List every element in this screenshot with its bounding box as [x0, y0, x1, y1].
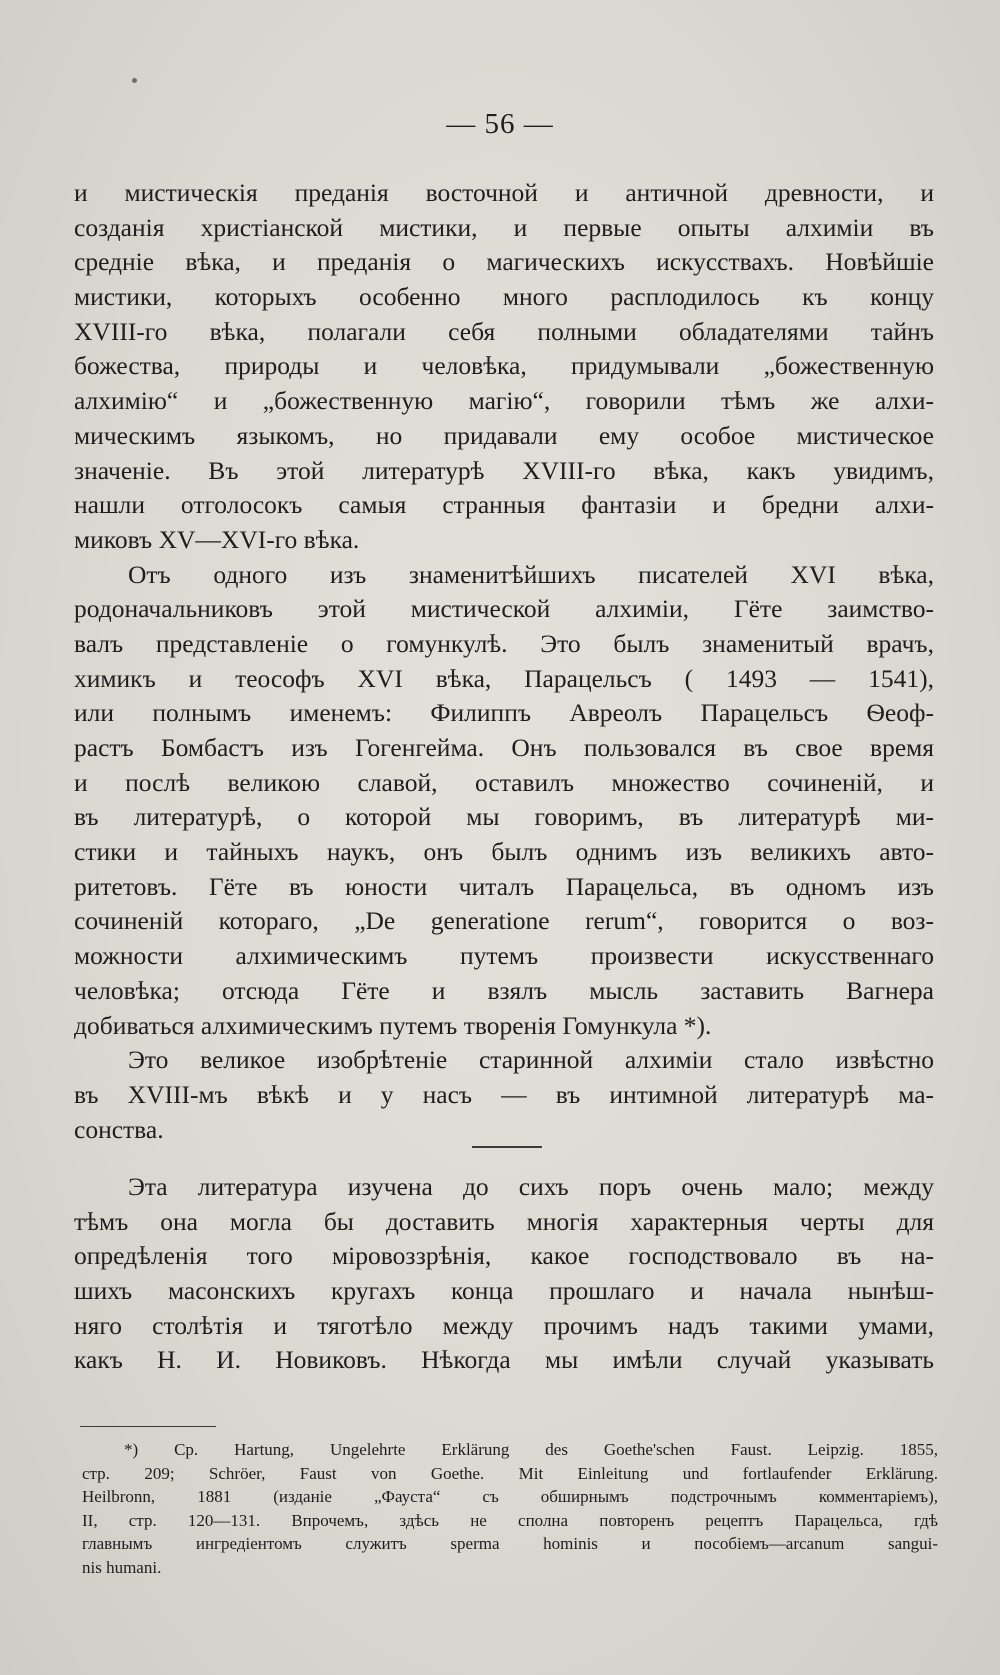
text-line: опредѣленія того міровоззрѣнія, какое господствовало въ на- — [74, 1241, 934, 1271]
footnote-line: Heilbronn, 1881 (изданіе „Фауста“ съ обширнымъ подстрочнымъ комментаріемъ), — [82, 1487, 938, 1506]
text-line: стики и тайныхъ наукъ, онъ былъ однимъ изъ великихъ авто- — [74, 837, 934, 867]
text-line: и послѣ великою славой, оставилъ множество сочиненій, и — [74, 767, 934, 797]
text-line: ритетовъ. Гёте въ юности читалъ Парацельса, въ одномъ изъ — [74, 871, 934, 901]
footnote-line: nis humani. — [82, 1557, 162, 1577]
text-line-paragraph-end: сонства. — [74, 1114, 164, 1144]
footnote-line: II, стр. 120—131. Впрочемъ, здѣсь не сполна повторенъ рецептъ Парацельса, гдѣ — [82, 1510, 938, 1530]
text-line: валъ представленіе о гомункулѣ. Это былъ знаменитый врачъ, — [74, 628, 934, 658]
footnote-block — [82, 1438, 938, 1579]
text-line: божества, природы и человѣка, придумывали „божественную — [74, 351, 934, 381]
text-line: и мистическія преданія восточной и античной древности, и — [74, 178, 934, 207]
footnote-line: стр. 209; Schröer, Faust von Goethe. Mit Einleitung und fortlaufender Erklärung. — [82, 1463, 938, 1483]
text-line: алхимію“ и „божественную магію“, говорили тѣмъ же алхи- — [74, 386, 934, 416]
ink-speck — [132, 78, 137, 83]
text-line: средніе вѣка, и преданія о магическихъ искусствахъ. Новѣйшіе — [74, 247, 934, 277]
text-line: созданія христіанской мистики, и первые опыты алхиміи въ — [74, 212, 934, 242]
text-line: химикъ и теософъ XVI вѣка, Парацельсъ ( 1493 — 1541), — [74, 663, 934, 693]
text-line: мическимъ языкомъ, но придавали ему особое мистическое — [74, 420, 934, 450]
text-line: мистики, которыхъ особенно много расплодилось къ концу — [74, 282, 934, 312]
text-line: можности алхимическимъ путемъ произвести искусственнаго — [74, 941, 934, 971]
page-number: — 56 — — [446, 108, 554, 140]
footnote-line: *) Ср. Hartung, Ungelehrte Erklärung des Goethe'schen Faust. Leipzig. 1855, — [124, 1440, 938, 1459]
section-divider — [472, 1146, 542, 1148]
text-line-paragraph-end: добиваться алхимическимъ путемъ творенія Гомункула *). — [74, 1010, 712, 1040]
text-line: сочиненій котораго, „De generatione rerum“, говорится о воз- — [74, 906, 934, 936]
text-line: человѣка; отсюда Гёте и взялъ мысль заставить Вагнера — [74, 975, 934, 1005]
main-text-block — [74, 176, 934, 1147]
text-line-paragraph-start: Отъ одного изъ знаменитѣйшихъ писателей XVI вѣка, — [128, 559, 934, 589]
text-line: какъ Н. И. Новиковъ. Нѣкогда мы имѣли случай указывать — [74, 1345, 934, 1375]
text-line: или полнымъ именемъ: Филиппъ Авреолъ Парацельсъ Ѳеоф- — [74, 698, 934, 728]
footnote-line: главнымъ ингредіентомъ служитъ sperma hominis и пособіемъ—arcanum sangui- — [82, 1534, 938, 1553]
text-line: растъ Бомбастъ изъ Гогенгейма. Онъ пользовался въ свое время — [74, 733, 934, 762]
text-line-paragraph-start: Это великое изобрѣтеніе старинной алхиміи стало извѣстно — [128, 1045, 934, 1075]
text-line: нашли отголосокъ самыя странныя фантазіи и бредни алхи- — [74, 490, 934, 520]
text-line: няго столѣтія и тяготѣло между прочимъ надъ такими умами, — [74, 1310, 934, 1340]
text-line-paragraph-end: миковъ XV—XVI-го вѣка. — [74, 524, 360, 554]
text-line: въ XVIII-мъ вѣкѣ и у насъ — въ интимной литературѣ ма- — [74, 1079, 934, 1109]
text-line-paragraph-start: Эта литература изучена до сихъ поръ очень мало; между — [128, 1172, 934, 1201]
footnote-divider — [80, 1426, 216, 1427]
text-line: шихъ масонскихъ кругахъ конца прошлаго и начала нынѣш- — [74, 1276, 934, 1306]
text-line: тѣмъ она могла бы доставить многія характерныя черты для — [74, 1206, 934, 1236]
text-line: XVIII-го вѣка, полагали себя полными обладателями тайнъ — [74, 316, 934, 346]
text-line: въ литературѣ, о которой мы говоримъ, въ литературѣ ми- — [74, 802, 934, 832]
text-line: значеніе. Въ этой литературѣ XVIII-го вѣка, какъ увидимъ, — [74, 455, 934, 485]
text-line: родоначальниковъ этой мистической алхиміи, Гёте заимство- — [74, 594, 934, 624]
second-section-text-block — [74, 1170, 934, 1378]
